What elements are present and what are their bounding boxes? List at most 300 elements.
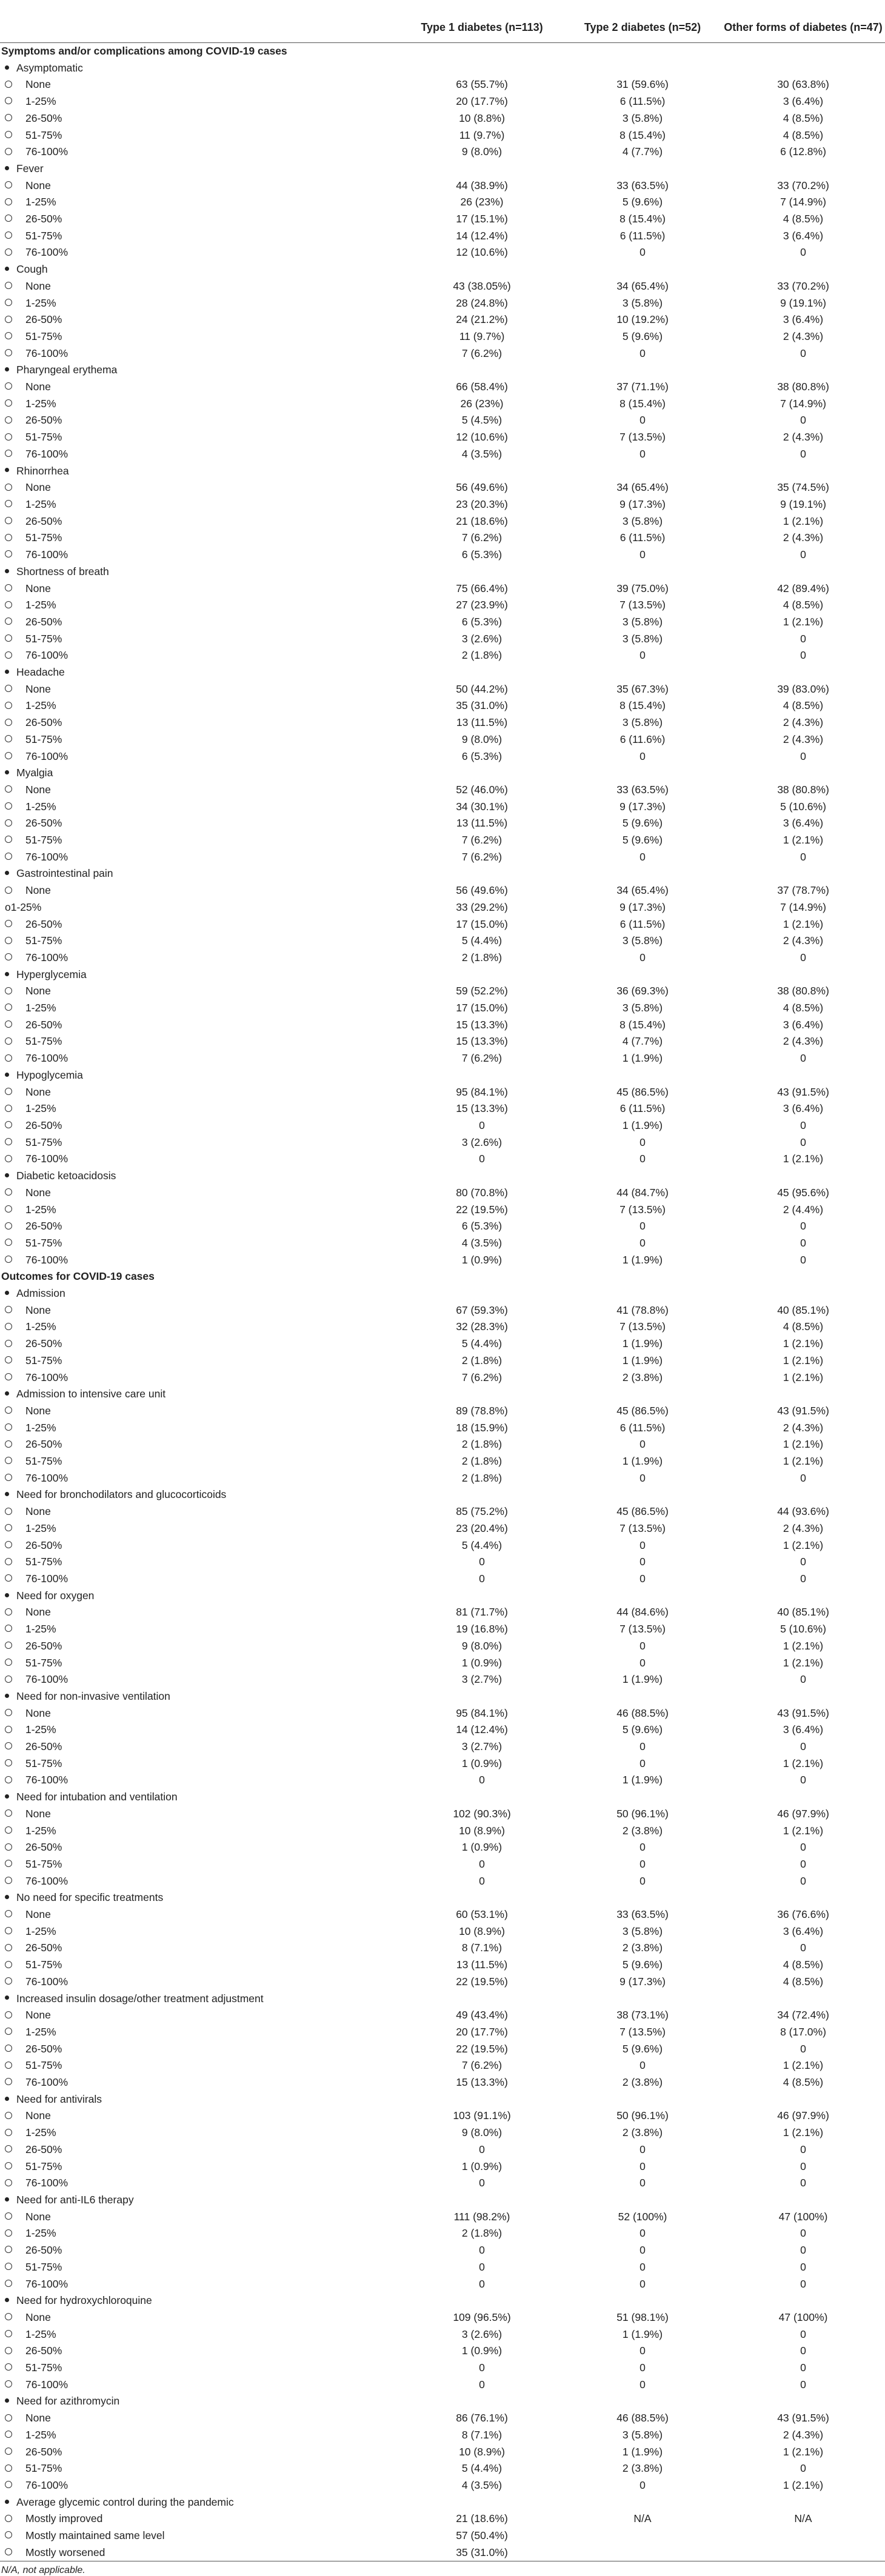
row-label-text: 76-100% <box>25 145 68 158</box>
circle-bullet-icon <box>5 114 12 121</box>
other-value: 7 (14.9%) <box>780 397 826 410</box>
table-row <box>0 328 885 345</box>
type1-value: 85 (75.2%) <box>456 1505 508 1518</box>
table-row <box>0 1420 885 1437</box>
other-value: 0 <box>800 649 806 662</box>
table-row <box>0 379 885 396</box>
circle-bullet-icon <box>5 1423 12 1431</box>
circle-bullet-icon <box>5 719 12 726</box>
group-label <box>0 2494 885 2511</box>
bullet-icon <box>5 1694 9 1698</box>
row-label-text: 1-25% <box>25 1925 56 1937</box>
group-label-text: Increased insulin dosage/other treatment adjustment <box>16 1992 264 2005</box>
row-label <box>0 1134 400 1151</box>
group-label-text: No need for specific treatments <box>16 1891 164 1904</box>
type1-value: 5 (4.4%) <box>461 1539 503 1551</box>
table-row <box>0 2259 885 2276</box>
circle-bullet-icon <box>5 2363 12 2371</box>
table-row <box>0 1974 885 1991</box>
row-label <box>0 127 400 144</box>
type1-value: 0 <box>479 2143 485 2155</box>
type2-value: 0 <box>640 1236 646 1249</box>
row-label-text: 1-25% <box>25 1002 56 1014</box>
type2-value: 8 (15.4%) <box>620 213 666 225</box>
circle-bullet-icon <box>5 2145 12 2152</box>
table-row <box>0 1185 885 1202</box>
table-row <box>0 1252 885 1269</box>
row-label-text: Mostly maintained same level <box>25 2529 165 2542</box>
type1-value: 63 (55.7%) <box>456 78 508 91</box>
row-label <box>0 1218 400 1235</box>
row-label-text: 51-75% <box>25 330 62 342</box>
other-value: 0 <box>800 347 806 359</box>
group-label <box>0 1789 885 1806</box>
row-label <box>0 1806 400 1823</box>
row-label-text: None <box>25 481 51 494</box>
group-label-text: Need for azithromycin <box>16 2395 120 2408</box>
other-value <box>721 2528 885 2544</box>
other-value: 3 (6.4%) <box>783 1018 824 1031</box>
type2-value: 2 (3.8%) <box>622 2462 663 2475</box>
type2-value: 0 <box>640 649 646 662</box>
table-row <box>0 1370 885 1386</box>
group-row <box>0 2192 885 2209</box>
type1-value: 13 (11.5%) <box>456 1959 508 1971</box>
other-value: 3 (6.4%) <box>783 229 824 242</box>
row-label <box>0 1621 400 1638</box>
row-label-text: 51-75% <box>25 2059 62 2072</box>
table-row <box>0 396 885 413</box>
type2-value: 9 (17.3%) <box>620 900 666 913</box>
group-label <box>0 2091 885 2108</box>
type1-value: 89 (78.8%) <box>456 1404 508 1417</box>
row-label <box>0 1000 400 1017</box>
type2-value: 2 (3.8%) <box>622 1371 663 1383</box>
row-label <box>0 2343 400 2360</box>
other-value: 1 (2.1%) <box>783 1371 824 1383</box>
other-value: 46 (97.9%) <box>777 2109 829 2122</box>
row-label <box>0 244 400 261</box>
other-value: 0 <box>800 2177 806 2189</box>
type1-value: 17 (15.1%) <box>456 213 508 225</box>
row-label <box>0 581 400 597</box>
type2-value: 5 (9.6%) <box>622 196 663 208</box>
group-label-text: Hyperglycemia <box>16 968 87 980</box>
row-label <box>0 614 400 631</box>
row-label <box>0 1655 400 1672</box>
row-label-text: None <box>25 1186 51 1199</box>
table-row <box>0 731 885 748</box>
row-label <box>0 1084 400 1101</box>
header-other: Other forms of diabetes (n=47) <box>721 12 885 43</box>
group-row <box>0 865 885 882</box>
row-label <box>0 1554 400 1571</box>
table-row <box>0 2024 885 2041</box>
row-label-text: 1-25% <box>25 1421 56 1434</box>
type2-value: 45 (86.5%) <box>616 1505 669 1518</box>
other-value: 0 <box>800 2462 806 2475</box>
row-label <box>0 1235 400 1252</box>
table-row <box>0 513 885 530</box>
circle-bullet-icon <box>5 1726 12 1733</box>
type1-value: 5 (4.4%) <box>461 2462 503 2475</box>
type2-value: 0 <box>640 1539 646 1551</box>
group-label-text: Need for oxygen <box>16 1589 95 1602</box>
type2-value: 46 (88.5%) <box>616 1706 669 1719</box>
row-label-text: 76-100% <box>25 2478 68 2491</box>
other-value: 7 (14.9%) <box>780 196 826 208</box>
row-label-text: None <box>25 1807 51 1820</box>
row-label <box>0 697 400 714</box>
table-row <box>0 1621 885 1638</box>
circle-bullet-icon <box>5 1340 12 1347</box>
type2-value: 1 (1.9%) <box>622 1337 663 1350</box>
section-title: Symptoms and/or complications among COVID-19 cases <box>1 45 287 57</box>
table-row <box>0 647 885 664</box>
other-value: 1 (2.1%) <box>783 2478 824 2491</box>
group-label-text: Shortness of breath <box>16 565 109 577</box>
type2-value: 5 (9.6%) <box>622 1959 663 1971</box>
table-row <box>0 1017 885 1034</box>
row-label <box>0 278 400 295</box>
table-row <box>0 1520 885 1537</box>
type1-value: 2 (1.8%) <box>461 1354 503 1366</box>
type1-value: 5 (4.4%) <box>461 1337 503 1350</box>
group-row <box>0 664 885 681</box>
type2-value: 31 (59.6%) <box>616 78 669 91</box>
row-label-text: None <box>25 381 51 393</box>
group-label-text: Admission <box>16 1287 65 1300</box>
row-label <box>0 2377 400 2394</box>
row-label <box>0 1856 400 1873</box>
row-label <box>0 1722 400 1739</box>
other-value: 38 (80.8%) <box>777 985 829 997</box>
group-row <box>0 161 885 178</box>
group-label-text: Myalgia <box>16 767 53 779</box>
row-label <box>0 933 400 950</box>
circle-bullet-icon <box>5 601 12 608</box>
type1-value: 0 <box>479 1874 485 1887</box>
table-row <box>0 1739 885 1756</box>
row-label <box>0 76 400 93</box>
group-row <box>0 2494 885 2511</box>
circle-bullet-icon <box>5 1843 12 1851</box>
table-row <box>0 144 885 161</box>
group-label-text: Admission to intensive care unit <box>16 1388 166 1400</box>
row-label-text: None <box>25 1706 51 1719</box>
circle-bullet-icon <box>5 1759 12 1766</box>
other-value: 1 (2.1%) <box>783 1354 824 1366</box>
type2-value: 50 (96.1%) <box>616 1807 669 1820</box>
row-label-text: None <box>25 682 51 695</box>
row-label <box>0 832 400 849</box>
row-label-text: 51-75% <box>25 431 62 444</box>
other-value: 2 (4.4%) <box>783 1203 824 1216</box>
type1-value: 7 (6.2%) <box>461 850 503 863</box>
type1-value: 35 (31.0%) <box>400 2544 564 2561</box>
type1-value: 13 (11.5%) <box>456 817 508 830</box>
table-row <box>0 1906 885 1923</box>
type2-value: 3 (5.8%) <box>622 111 663 124</box>
row-label-text: 1-25% <box>25 1623 56 1636</box>
type1-value: 3 (2.6%) <box>461 1136 503 1148</box>
type1-value: 7 (6.2%) <box>461 1371 503 1383</box>
type1-value: 2 (1.8%) <box>461 649 503 662</box>
bullet-icon <box>5 1291 9 1295</box>
type1-value: 1 (0.9%) <box>461 2160 503 2172</box>
type2-value: 4 (7.7%) <box>622 145 663 158</box>
type1-value: 13 (11.5%) <box>456 716 508 729</box>
row-label-text: 51-75% <box>25 632 62 645</box>
row-label-text: None <box>25 884 51 897</box>
row-label-text: 76-100% <box>25 1471 68 1484</box>
type1-value: 0 <box>479 1572 485 1585</box>
row-label-text: 26-50% <box>25 2345 62 2357</box>
type1-value: 11 (9.7%) <box>459 128 505 141</box>
row-label-text: Mostly worsened <box>25 2546 105 2558</box>
type1-value: 17 (15.0%) <box>456 917 508 930</box>
row-label-text: 1-25% <box>25 2227 56 2240</box>
table-row <box>0 2477 885 2494</box>
circle-bullet-icon <box>5 1742 12 1749</box>
row-label <box>0 983 400 1000</box>
circle-bullet-icon <box>5 685 12 692</box>
row-label-text: 26-50% <box>25 1539 62 1551</box>
bullet-icon <box>5 770 9 774</box>
type1-value: 18 (15.9%) <box>456 1421 508 1434</box>
table-row <box>0 345 885 362</box>
type2-value: 3 (5.8%) <box>622 615 663 628</box>
type2-value: 0 <box>640 1572 646 1585</box>
row-label-text: 1-25% <box>25 599 56 611</box>
row-label <box>0 1957 400 1974</box>
type2-value: 0 <box>640 1153 646 1165</box>
type2-value: 44 (84.6%) <box>616 1606 669 1619</box>
type2-value <box>564 2528 721 2544</box>
type2-value: 8 (15.4%) <box>620 1018 666 1031</box>
other-value: 36 (76.6%) <box>777 1908 829 1921</box>
footnote: N/A, not applicable. <box>1 2565 85 2576</box>
circle-bullet-icon <box>5 1944 12 1951</box>
type2-value: 45 (86.5%) <box>616 1404 669 1417</box>
group-row <box>0 1486 885 1503</box>
circle-bullet-icon <box>5 617 12 625</box>
circle-bullet-icon <box>5 1323 12 1330</box>
row-label-text: 51-75% <box>25 531 62 544</box>
type2-value: 0 <box>640 2277 646 2290</box>
table-row <box>0 1671 885 1688</box>
circle-bullet-icon <box>5 433 12 441</box>
table-row <box>0 2410 885 2427</box>
header-blank <box>0 12 400 43</box>
row-label-text: 51-75% <box>25 1136 62 1148</box>
row-label <box>0 1638 400 1655</box>
other-value: 44 (93.6%) <box>777 1505 829 1518</box>
type1-value: 66 (58.4%) <box>456 381 508 393</box>
circle-bullet-icon <box>5 382 12 390</box>
row-label-text: 26-50% <box>25 313 62 326</box>
table-row <box>0 782 885 799</box>
circle-bullet-icon <box>5 1188 12 1196</box>
table-row <box>0 2074 885 2091</box>
type1-value: 2 (1.8%) <box>461 1471 503 1484</box>
row-label-text: 1-25% <box>25 397 56 410</box>
table-row <box>0 1000 885 1017</box>
circle-bullet-icon <box>5 148 12 155</box>
circle-bullet-icon <box>5 735 12 742</box>
group-label-text: Average glycemic control during the pandemic <box>16 2495 234 2508</box>
type1-value: 7 (6.2%) <box>461 347 503 359</box>
other-value: 0 <box>800 1740 806 1753</box>
type1-value: 1 (0.9%) <box>461 1253 503 1266</box>
group-row <box>0 60 885 77</box>
group-label <box>0 1588 885 1605</box>
type2-value: 8 (15.4%) <box>620 397 666 410</box>
type1-value: 15 (13.3%) <box>456 1018 508 1031</box>
row-label-text: 76-100% <box>25 951 68 964</box>
type2-value: 1 (1.9%) <box>622 2328 663 2340</box>
row-label <box>0 631 400 648</box>
type1-value: 15 (13.3%) <box>456 1035 508 1048</box>
row-label <box>0 1436 400 1453</box>
table-row <box>0 631 885 648</box>
row-label-text: None <box>25 1606 51 1619</box>
row-label <box>0 547 400 564</box>
other-value: 5 (10.6%) <box>780 1623 826 1636</box>
circle-bullet-icon <box>5 550 12 557</box>
type2-value: 0 <box>640 2478 646 2491</box>
other-value: 34 (72.4%) <box>777 2009 829 2022</box>
row-label-text: 1-25% <box>25 1522 56 1534</box>
other-value: 0 <box>800 1052 806 1065</box>
other-value: 2 (4.3%) <box>783 431 824 444</box>
circle-bullet-icon <box>5 1105 12 1112</box>
row-label-text: 76-100% <box>25 1052 68 1065</box>
other-value: 45 (95.6%) <box>777 1186 829 1199</box>
type1-value: 6 (5.3%) <box>461 548 503 561</box>
row-label <box>0 899 400 916</box>
table-row <box>0 983 885 1000</box>
circle-bullet-icon <box>5 2465 12 2472</box>
row-label-text: 51-75% <box>25 934 62 947</box>
other-value: 1 (2.1%) <box>783 1656 824 1669</box>
table-row <box>0 916 885 933</box>
row-label-text: None <box>25 1505 51 1518</box>
type1-value: 44 (38.9%) <box>456 179 508 191</box>
row-label <box>0 379 400 396</box>
circle-bullet-icon <box>5 1860 12 1867</box>
row-label <box>0 396 400 413</box>
group-label <box>0 865 885 882</box>
type1-value: 75 (66.4%) <box>456 582 508 594</box>
row-label-text: 26-50% <box>25 1438 62 1451</box>
table-row <box>0 950 885 967</box>
table-row <box>0 899 885 916</box>
type1-value: 15 (13.3%) <box>456 2076 508 2089</box>
row-label <box>0 93 400 110</box>
type2-value: 2 (3.8%) <box>622 2126 663 2139</box>
type1-value: 95 (84.1%) <box>456 1706 508 1719</box>
type2-value: 39 (75.0%) <box>616 582 669 594</box>
circle-bullet-icon <box>5 1927 12 1934</box>
type2-value: 7 (13.5%) <box>620 1623 666 1636</box>
group-label <box>0 2393 885 2410</box>
type2-value: 6 (11.5%) <box>620 1421 666 1434</box>
row-label-text: 76-100% <box>25 447 68 460</box>
type1-value: 21 (18.6%) <box>456 2512 508 2525</box>
other-value: 2 (4.3%) <box>783 330 824 342</box>
row-label-text: 51-75% <box>25 2160 62 2172</box>
circle-bullet-icon <box>5 2246 12 2253</box>
row-label-text: 26-50% <box>25 1639 62 1652</box>
type1-value: 5 (4.4%) <box>461 934 503 947</box>
bullet-icon <box>5 1173 9 1177</box>
type2-value: 1 (1.9%) <box>622 1253 663 1266</box>
bullet-icon <box>5 65 9 70</box>
circle-bullet-icon <box>5 836 12 843</box>
type1-value: 19 (16.8%) <box>456 1623 508 1636</box>
circle-bullet-icon <box>5 450 12 457</box>
table-row <box>0 581 885 597</box>
row-label <box>0 714 400 731</box>
type2-value: 3 (5.8%) <box>622 296 663 309</box>
bullet-icon <box>5 1593 9 1597</box>
group-row <box>0 967 885 983</box>
type2-value: 9 (17.3%) <box>620 498 666 510</box>
other-value: 1 (2.1%) <box>783 1639 824 1652</box>
type1-value: 2 (1.8%) <box>461 1455 503 1468</box>
group-row <box>0 2091 885 2108</box>
type1-value: 3 (2.6%) <box>461 2328 503 2340</box>
other-value: 42 (89.4%) <box>777 582 829 594</box>
other-value: 2 (4.3%) <box>783 1522 824 1534</box>
type1-value: 8 (7.1%) <box>461 1942 503 1954</box>
type1-value: 4 (3.5%) <box>461 447 503 460</box>
row-label <box>0 1756 400 1772</box>
bullet-icon <box>5 1073 9 1077</box>
circle-bullet-icon <box>5 1826 12 1834</box>
row-label <box>0 2259 400 2276</box>
circle-bullet-icon <box>5 248 12 256</box>
row-label-text: 1-25% <box>25 296 56 309</box>
row-label-text: 76-100% <box>25 649 68 662</box>
row-label <box>0 2410 400 2427</box>
table-row <box>0 815 885 832</box>
table-row <box>0 547 885 564</box>
type1-value: 10 (8.9%) <box>459 1824 505 1837</box>
circle-bullet-icon <box>5 1373 12 1380</box>
other-value: 3 (6.4%) <box>783 817 824 830</box>
type1-value: 0 <box>479 2260 485 2273</box>
table-row <box>0 530 885 547</box>
group-row <box>0 2292 885 2309</box>
circle-bullet-icon <box>5 1306 12 1313</box>
group-label-text: Need for hydroxychloroquine <box>16 2294 152 2307</box>
type2-value: 5 (9.6%) <box>622 834 663 847</box>
type2-value: 6 (11.5%) <box>620 1102 666 1115</box>
group-label <box>0 564 885 581</box>
table-row <box>0 429 885 446</box>
type2-value: 33 (63.5%) <box>616 179 669 191</box>
row-label <box>0 597 400 614</box>
table-row <box>0 832 885 849</box>
group-label-text: Headache <box>16 666 65 679</box>
other-value: 4 (8.5%) <box>783 1975 824 1988</box>
type2-value: 4 (7.7%) <box>622 1035 663 1048</box>
other-value: 38 (80.8%) <box>777 783 829 796</box>
type1-value: 6 (5.3%) <box>461 1220 503 1233</box>
other-value: 8 (17.0%) <box>780 2025 826 2038</box>
